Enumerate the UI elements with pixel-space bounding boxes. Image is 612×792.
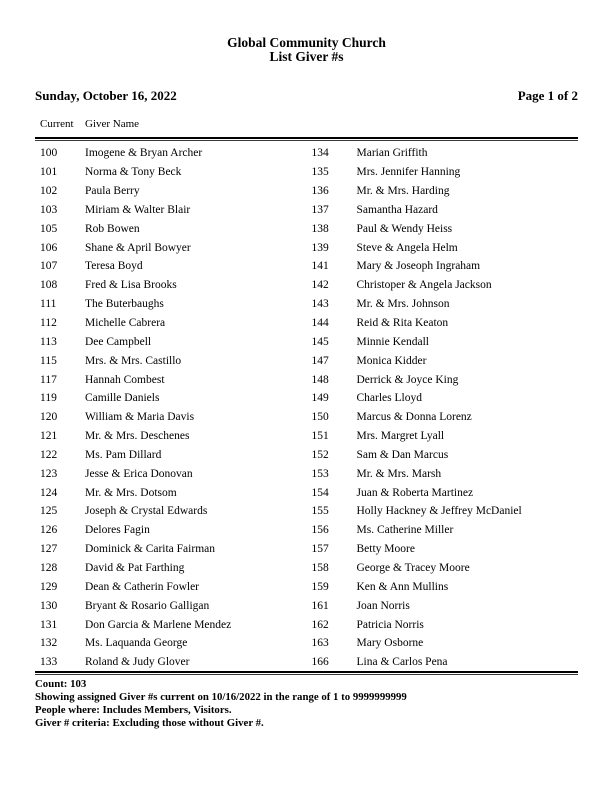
giver-number: 133 bbox=[40, 656, 58, 669]
table-row bbox=[40, 182, 307, 201]
giver-name: Roland & Judy Glover bbox=[85, 656, 190, 669]
giver-name: Sam & Dan Marcus bbox=[356, 448, 449, 461]
giver-name: Monica Kidder bbox=[356, 354, 427, 367]
giver-number: 156 bbox=[311, 524, 329, 537]
table-row bbox=[312, 540, 579, 559]
giver-number: 141 bbox=[311, 260, 329, 273]
report-footer bbox=[35, 678, 578, 730]
giver-name: Steve & Angela Helm bbox=[356, 241, 458, 254]
header-divider-rule bbox=[35, 137, 578, 141]
table-row bbox=[312, 408, 579, 427]
table-row bbox=[312, 219, 579, 238]
giver-number: 100 bbox=[40, 147, 58, 160]
giver-number: 113 bbox=[40, 335, 57, 348]
giver-name: Christoper & Angela Jackson bbox=[356, 279, 492, 292]
table-row bbox=[40, 521, 307, 540]
table-row bbox=[40, 389, 307, 408]
giver-name: Mr. & Mrs. Johnson bbox=[356, 298, 450, 311]
giver-name: Minnie Kendall bbox=[356, 335, 429, 348]
footer-people-where: People where: Includes Members, Visitors. bbox=[35, 704, 232, 716]
table-row bbox=[40, 295, 307, 314]
table-row bbox=[312, 163, 579, 182]
giver-name: Marcus & Donna Lorenz bbox=[356, 411, 472, 424]
column-header-current: Current bbox=[40, 118, 74, 130]
giver-name: The Buterbaughs bbox=[85, 298, 164, 311]
table-row bbox=[40, 634, 307, 653]
giver-number: 135 bbox=[311, 166, 329, 179]
giver-name: Derrick & Joyce King bbox=[356, 373, 459, 386]
date-page-row bbox=[35, 88, 578, 104]
table-row bbox=[312, 295, 579, 314]
giver-number: 136 bbox=[311, 185, 329, 198]
giver-name: Marian Griffith bbox=[356, 147, 428, 160]
giver-number: 151 bbox=[311, 430, 329, 443]
giver-number: 115 bbox=[40, 354, 57, 367]
giver-name: Michelle Cabrera bbox=[85, 317, 166, 330]
table-row bbox=[40, 219, 307, 238]
table-row bbox=[312, 314, 579, 333]
giver-name: William & Maria Davis bbox=[85, 411, 195, 424]
giver-name: Ms. Pam Dillard bbox=[85, 448, 162, 461]
giver-number: 128 bbox=[40, 561, 58, 574]
table-row bbox=[40, 596, 307, 615]
giver-number: 124 bbox=[40, 486, 58, 499]
table-row bbox=[312, 502, 579, 521]
table-row bbox=[312, 370, 579, 389]
giver-name: Dee Campbell bbox=[85, 335, 152, 348]
giver-name: Betty Moore bbox=[356, 543, 415, 556]
giver-table-right-column bbox=[307, 144, 579, 671]
giver-name: Samantha Hazard bbox=[356, 203, 438, 216]
giver-number: 163 bbox=[311, 637, 329, 650]
table-row bbox=[40, 502, 307, 521]
table-row bbox=[40, 615, 307, 634]
table-row bbox=[312, 653, 579, 672]
table-row bbox=[312, 332, 579, 351]
table-row bbox=[40, 559, 307, 578]
giver-number: 144 bbox=[311, 317, 329, 330]
table-row bbox=[40, 540, 307, 559]
giver-name: Mr. & Mrs. Harding bbox=[356, 185, 450, 198]
giver-number: 152 bbox=[311, 448, 329, 461]
giver-number: 123 bbox=[40, 467, 58, 480]
giver-name: Juan & Roberta Martinez bbox=[356, 486, 474, 499]
table-row bbox=[40, 238, 307, 257]
giver-name: Bryant & Rosario Galligan bbox=[85, 599, 210, 612]
giver-name: Norma & Tony Beck bbox=[85, 166, 182, 179]
table-row bbox=[312, 615, 579, 634]
giver-name: Jesse & Erica Donovan bbox=[85, 467, 193, 480]
giver-name: Mrs. Margret Lyall bbox=[356, 430, 445, 443]
footer-giver-criteria: Giver # criteria: Excluding those without Giver #. bbox=[35, 717, 264, 729]
giver-name: Mr. & Mrs. Deschenes bbox=[85, 430, 190, 443]
giver-number: 153 bbox=[311, 467, 329, 480]
giver-number: 122 bbox=[40, 448, 58, 461]
giver-number: 103 bbox=[40, 203, 58, 216]
giver-number: 108 bbox=[40, 279, 58, 292]
giver-number: 154 bbox=[311, 486, 329, 499]
giver-name: Ms. Laquanda George bbox=[85, 637, 188, 650]
table-row bbox=[40, 408, 307, 427]
table-row bbox=[312, 238, 579, 257]
giver-number: 155 bbox=[311, 505, 329, 518]
table-row bbox=[40, 653, 307, 672]
giver-name: Teresa Boyd bbox=[85, 260, 143, 273]
table-row bbox=[312, 389, 579, 408]
giver-number: 125 bbox=[40, 505, 58, 518]
giver-number: 147 bbox=[311, 354, 329, 367]
table-row bbox=[40, 276, 307, 295]
giver-name: Mary & Joseoph Ingraham bbox=[356, 260, 481, 273]
giver-number: 143 bbox=[311, 298, 329, 311]
giver-table-left-column bbox=[35, 144, 307, 671]
table-row bbox=[40, 446, 307, 465]
giver-name: Dean & Catherin Fowler bbox=[85, 580, 200, 593]
giver-number: 161 bbox=[311, 599, 329, 612]
giver-number: 129 bbox=[40, 580, 58, 593]
table-row bbox=[312, 351, 579, 370]
giver-name: Miriam & Walter Blair bbox=[85, 203, 191, 216]
table-row bbox=[40, 577, 307, 596]
giver-name: Reid & Rita Keaton bbox=[356, 317, 449, 330]
footer-count: Count: 103 bbox=[35, 678, 87, 690]
table-row bbox=[40, 351, 307, 370]
giver-name: Delores Fagin bbox=[85, 524, 150, 537]
table-row bbox=[40, 163, 307, 182]
giver-number: 127 bbox=[40, 543, 58, 556]
giver-number: 149 bbox=[311, 392, 329, 405]
giver-number: 162 bbox=[311, 618, 329, 631]
giver-name: Dominick & Carita Fairman bbox=[85, 543, 215, 556]
giver-number: 132 bbox=[40, 637, 58, 650]
giver-number: 121 bbox=[40, 430, 58, 443]
giver-number: 117 bbox=[40, 373, 57, 386]
report-name-title: List Giver #s bbox=[269, 49, 344, 64]
giver-name: Ms. Catherine Miller bbox=[356, 524, 454, 537]
giver-name: Shane & April Bowyer bbox=[85, 241, 191, 254]
giver-number: 138 bbox=[311, 222, 329, 235]
giver-name: Charles Lloyd bbox=[356, 392, 422, 405]
table-row bbox=[312, 577, 579, 596]
giver-number: 145 bbox=[311, 335, 329, 348]
table-row bbox=[312, 483, 579, 502]
table-row bbox=[40, 483, 307, 502]
giver-number: 130 bbox=[40, 599, 58, 612]
giver-number: 166 bbox=[311, 656, 329, 669]
table-row bbox=[312, 596, 579, 615]
table-row bbox=[312, 464, 579, 483]
report-title-block bbox=[35, 36, 578, 64]
giver-number: 111 bbox=[40, 298, 57, 311]
giver-name: Mrs. Jennifer Hanning bbox=[356, 166, 461, 179]
giver-name: Holly Hackney & Jeffrey McDaniel bbox=[356, 505, 522, 518]
table-row bbox=[40, 464, 307, 483]
table-row bbox=[312, 521, 579, 540]
giver-number: 158 bbox=[311, 561, 329, 574]
page-number: Page 1 of 2 bbox=[517, 88, 578, 103]
giver-name: Fred & Lisa Brooks bbox=[85, 279, 177, 292]
giver-number: 150 bbox=[311, 411, 329, 424]
giver-number: 120 bbox=[40, 411, 58, 424]
giver-number: 106 bbox=[40, 241, 58, 254]
table-row bbox=[40, 201, 307, 220]
table-row bbox=[40, 314, 307, 333]
table-row bbox=[312, 276, 579, 295]
giver-number: 126 bbox=[40, 524, 58, 537]
giver-name: Mrs. & Mrs. Castillo bbox=[85, 354, 182, 367]
giver-number: 157 bbox=[311, 543, 329, 556]
giver-name: Hannah Combest bbox=[85, 373, 165, 386]
giver-number: 101 bbox=[40, 166, 58, 179]
giver-name: Mary Osborne bbox=[356, 637, 424, 650]
table-row bbox=[312, 257, 579, 276]
giver-name: Camille Daniels bbox=[85, 392, 160, 405]
giver-number: 131 bbox=[40, 618, 58, 631]
giver-number: 112 bbox=[40, 317, 57, 330]
giver-number: 148 bbox=[311, 373, 329, 386]
giver-name: Mr. & Mrs. Marsh bbox=[356, 467, 442, 480]
giver-name: Mr. & Mrs. Dotsom bbox=[85, 486, 177, 499]
giver-name: George & Tracey Moore bbox=[356, 561, 470, 574]
giver-name: David & Pat Farthing bbox=[85, 561, 185, 574]
giver-name: Paul & Wendy Heiss bbox=[356, 222, 453, 235]
report-date: Sunday, October 16, 2022 bbox=[35, 88, 177, 103]
giver-number: 107 bbox=[40, 260, 58, 273]
giver-name: Paula Berry bbox=[85, 185, 140, 198]
giver-number: 105 bbox=[40, 222, 58, 235]
table-row bbox=[40, 427, 307, 446]
giver-name: Imogene & Bryan Archer bbox=[85, 147, 203, 160]
giver-name: Patricia Norris bbox=[356, 618, 424, 631]
table-row bbox=[312, 634, 579, 653]
church-name-title: Global Community Church bbox=[227, 35, 386, 50]
giver-name: Joseph & Crystal Edwards bbox=[85, 505, 208, 518]
table-row bbox=[40, 257, 307, 276]
table-row bbox=[312, 427, 579, 446]
giver-name: Ken & Ann Mullins bbox=[356, 580, 449, 593]
giver-number: 159 bbox=[311, 580, 329, 593]
giver-number: 119 bbox=[40, 392, 57, 405]
giver-number: 134 bbox=[311, 147, 329, 160]
table-row bbox=[312, 182, 579, 201]
giver-number: 142 bbox=[311, 279, 329, 292]
column-header-row bbox=[35, 118, 578, 130]
giver-table bbox=[35, 144, 578, 671]
giver-number: 137 bbox=[311, 203, 329, 216]
giver-name: Don Garcia & Marlene Mendez bbox=[85, 618, 232, 631]
table-row bbox=[40, 370, 307, 389]
footer-criteria-range: Showing assigned Giver #s current on 10/16/2022 in the range of 1 to 9999999999 bbox=[35, 691, 407, 703]
table-row bbox=[312, 201, 579, 220]
giver-number: 102 bbox=[40, 185, 58, 198]
giver-number: 139 bbox=[311, 241, 329, 254]
table-row bbox=[312, 559, 579, 578]
giver-name: Lina & Carlos Pena bbox=[356, 656, 448, 669]
giver-name: Rob Bowen bbox=[85, 222, 140, 235]
table-row bbox=[40, 144, 307, 163]
table-row bbox=[312, 446, 579, 465]
table-row bbox=[40, 332, 307, 351]
column-header-giver-name: Giver Name bbox=[85, 118, 140, 130]
table-row bbox=[312, 144, 579, 163]
giver-name: Joan Norris bbox=[356, 599, 410, 612]
